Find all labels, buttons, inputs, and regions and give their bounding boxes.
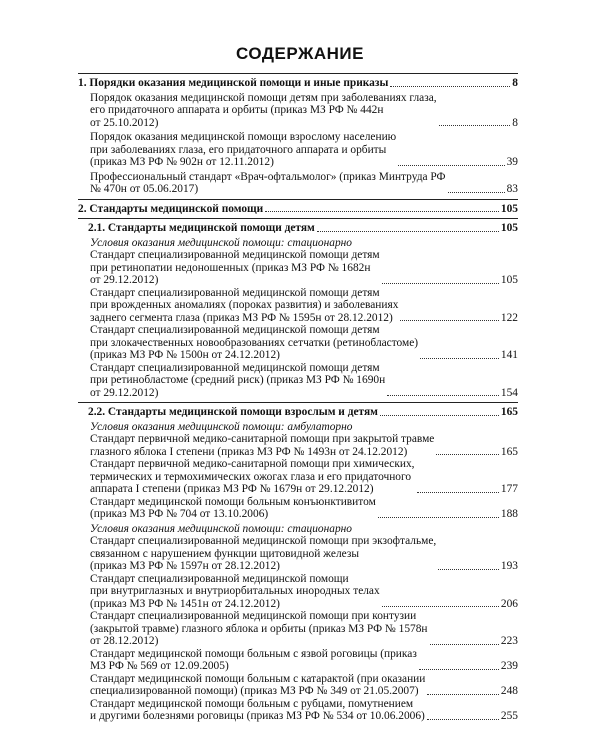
toc-page-number: 165 xyxy=(500,406,518,418)
toc-entry-text: Стандарт медицинской помощи больным с рубцами, помутнением и другими болезнями роговицы (приказ МЗ РФ № 534 от 10.06.2006) xyxy=(90,697,425,722)
toc-section-2[interactable] xyxy=(78,199,518,216)
toc-leader xyxy=(439,125,511,126)
toc-entry-text: Стандарт первичной медико-санитарной помощи при закрытой травме глазного яблока I степени (приказ МЗ РФ № 1493н от 24.12.2012) xyxy=(90,433,435,458)
toc-entry-text: Профессиональный стандарт «Врач-офтальмолог» (приказ Минтруда РФ № 470н от 05.06.2017) xyxy=(90,170,446,195)
toc-condition-heading: Условия оказания медицинской помощи: амбулаторно xyxy=(90,420,353,433)
toc-page-number: 154 xyxy=(500,386,518,399)
toc-entry-text: Стандарт специализированной медицинской помощи детям при злокачественных новообразованиях сетчатки (ретинобластоме) (приказ МЗ РФ № 1500н от 24.12.2012) xyxy=(90,324,419,361)
toc-page-number: 239 xyxy=(500,660,518,672)
toc-entry-text: Стандарт специализированной медицинской помощи детям при ретинобластоме (средний риск) (приказ МЗ РФ № 1690н от 29.12.2012) xyxy=(90,361,386,399)
toc-page-number: 39 xyxy=(506,156,518,168)
toc-section-label: 2. Стандарты медицинской помощи xyxy=(78,202,264,215)
toc-entry-text: Порядок оказания медицинской помощи взрослому населению при заболеваниях глаза, его придаточного аппарата и орбиты (приказ МЗ РФ № 902н от 12.11.2012) xyxy=(90,131,397,168)
toc-entry-text: Стандарт медицинской помощи больным с язвой роговицы (приказ МЗ РФ № 569 от 12.09.2005) xyxy=(90,647,417,672)
toc-page-number: 8 xyxy=(512,77,518,89)
toc-section-label: 1. Порядки оказания медицинской помощи и иные приказы xyxy=(78,77,389,89)
toc-leader xyxy=(390,86,510,87)
toc-leader xyxy=(382,283,499,284)
toc-entry[interactable] xyxy=(78,92,518,130)
toc-entry-text: Порядок оказания медицинской помощи детям при заболеваниях глаза, его придаточного аппарата и орбиты (приказ МЗ РФ № 442н от 25.10.2012) xyxy=(90,91,437,129)
toc-leader xyxy=(436,454,499,455)
toc-leader xyxy=(430,644,499,645)
toc-section-2-2[interactable] xyxy=(78,402,518,419)
toc-page-number: 8 xyxy=(512,116,518,129)
toc-section-label: 2.2. Стандарты медицинской помощи взрослым и детям xyxy=(88,406,378,418)
toc-page-number: 105 xyxy=(500,202,518,215)
toc-page-number: 223 xyxy=(500,635,518,647)
toc-entry[interactable] xyxy=(78,433,518,458)
toc-entry[interactable] xyxy=(78,287,518,325)
toc-entry[interactable] xyxy=(78,324,518,362)
toc-entry-text: Стандарт специализированной медицинской помощи детям при врожденных аномалиях (пороках развития) и заболеваниях заднего сегмента глаза (приказ МЗ РФ № 1595н от 28.12.2012) xyxy=(90,286,399,324)
toc-leader xyxy=(417,492,499,493)
toc-leader xyxy=(448,192,505,193)
toc-entry-text: Стандарт специализированной медицинской помощи при экзофтальме, связанном с нарушением функции щитовидной железы (приказ МЗ РФ № 1597н от 28.12.2012) xyxy=(90,535,437,572)
toc-leader xyxy=(400,320,498,321)
toc-page-number: 83 xyxy=(506,183,518,195)
page-title: СОДЕРЖАНИЕ xyxy=(236,44,364,63)
toc-entry[interactable] xyxy=(78,496,518,521)
toc-leader xyxy=(378,517,499,518)
toc-page-number: 141 xyxy=(500,349,518,361)
toc-entry-text: Стандарт специализированной медицинской помощи при внутриглазных и внутриорбитальных инородных телах (приказ МЗ РФ № 1451н от 24.12.2012) xyxy=(90,572,380,610)
toc-page-number: 248 xyxy=(500,685,518,697)
toc-condition-heading: Условия оказания медицинской помощи: стационарно xyxy=(90,522,353,535)
toc-entry[interactable] xyxy=(78,673,518,698)
toc-entry[interactable] xyxy=(78,573,518,611)
toc-entry[interactable] xyxy=(78,698,518,723)
toc-leader xyxy=(265,211,499,212)
toc-entry-text: Стандарт медицинской помощи больным с катарактой (при оказании специализированной помощи) (приказ МЗ РФ № 349 от 21.05.2007) xyxy=(90,672,426,697)
toc-entry[interactable] xyxy=(78,131,518,169)
toc-page-number: 122 xyxy=(500,311,518,324)
toc-page-number: 105 xyxy=(500,222,518,234)
toc-entry[interactable] xyxy=(78,648,518,673)
toc-leader xyxy=(427,719,499,720)
toc-leader xyxy=(438,569,499,570)
toc-section-label: 2.1. Стандарты медицинской помощи детям xyxy=(88,222,315,234)
toc-page-number: 177 xyxy=(500,483,518,495)
toc-leader xyxy=(398,165,504,166)
toc-entry-text: Стандарт первичной медико-санитарной помощи при химических, термических и термохимических ожогах глаза и его придаточного аппарата I степени (приказ МЗ РФ № 1679н от 29.12.2012) xyxy=(90,458,415,495)
toc-entry[interactable] xyxy=(78,535,518,573)
toc-leader xyxy=(419,669,499,670)
toc-page-number: 255 xyxy=(500,710,518,722)
toc-leader xyxy=(420,358,499,359)
toc-entry[interactable] xyxy=(78,362,518,400)
toc-page-number: 206 xyxy=(500,597,518,610)
toc-section-2-1[interactable] xyxy=(78,218,518,235)
toc-entry[interactable] xyxy=(78,610,518,648)
toc-page-number: 188 xyxy=(500,508,518,520)
toc-entry-text: Стандарт медицинской помощи больным конъюнктивитом (приказ МЗ РФ № 704 от 13.10.2006) xyxy=(90,495,376,520)
toc-entry-text: Стандарт специализированной медицинской помощи детям при ретинопатии недоношенных (приказ МЗ РФ № 1682н от 29.12.2012) xyxy=(90,249,380,286)
toc-entry[interactable] xyxy=(78,458,518,496)
toc-leader xyxy=(427,694,499,695)
toc-entry-text: Стандарт специализированной медицинской помощи при контузии (закрытой травме) глазного яблока и орбиты (приказ МЗ РФ № 1578н от 28.12.2012) xyxy=(90,610,428,647)
toc-page-number: 193 xyxy=(500,560,518,572)
toc-leader xyxy=(382,606,499,607)
toc-condition-heading: Условия оказания медицинской помощи: стационарно xyxy=(90,236,353,249)
toc-page-number: 165 xyxy=(500,445,518,458)
toc-page-number: 105 xyxy=(500,274,518,286)
table-of-contents xyxy=(78,70,518,723)
toc-entry[interactable] xyxy=(78,249,518,287)
toc-section-1[interactable] xyxy=(78,73,518,90)
toc-leader xyxy=(387,395,499,396)
toc-leader xyxy=(317,231,499,232)
toc-entry[interactable] xyxy=(78,171,518,196)
toc-leader xyxy=(380,415,499,416)
